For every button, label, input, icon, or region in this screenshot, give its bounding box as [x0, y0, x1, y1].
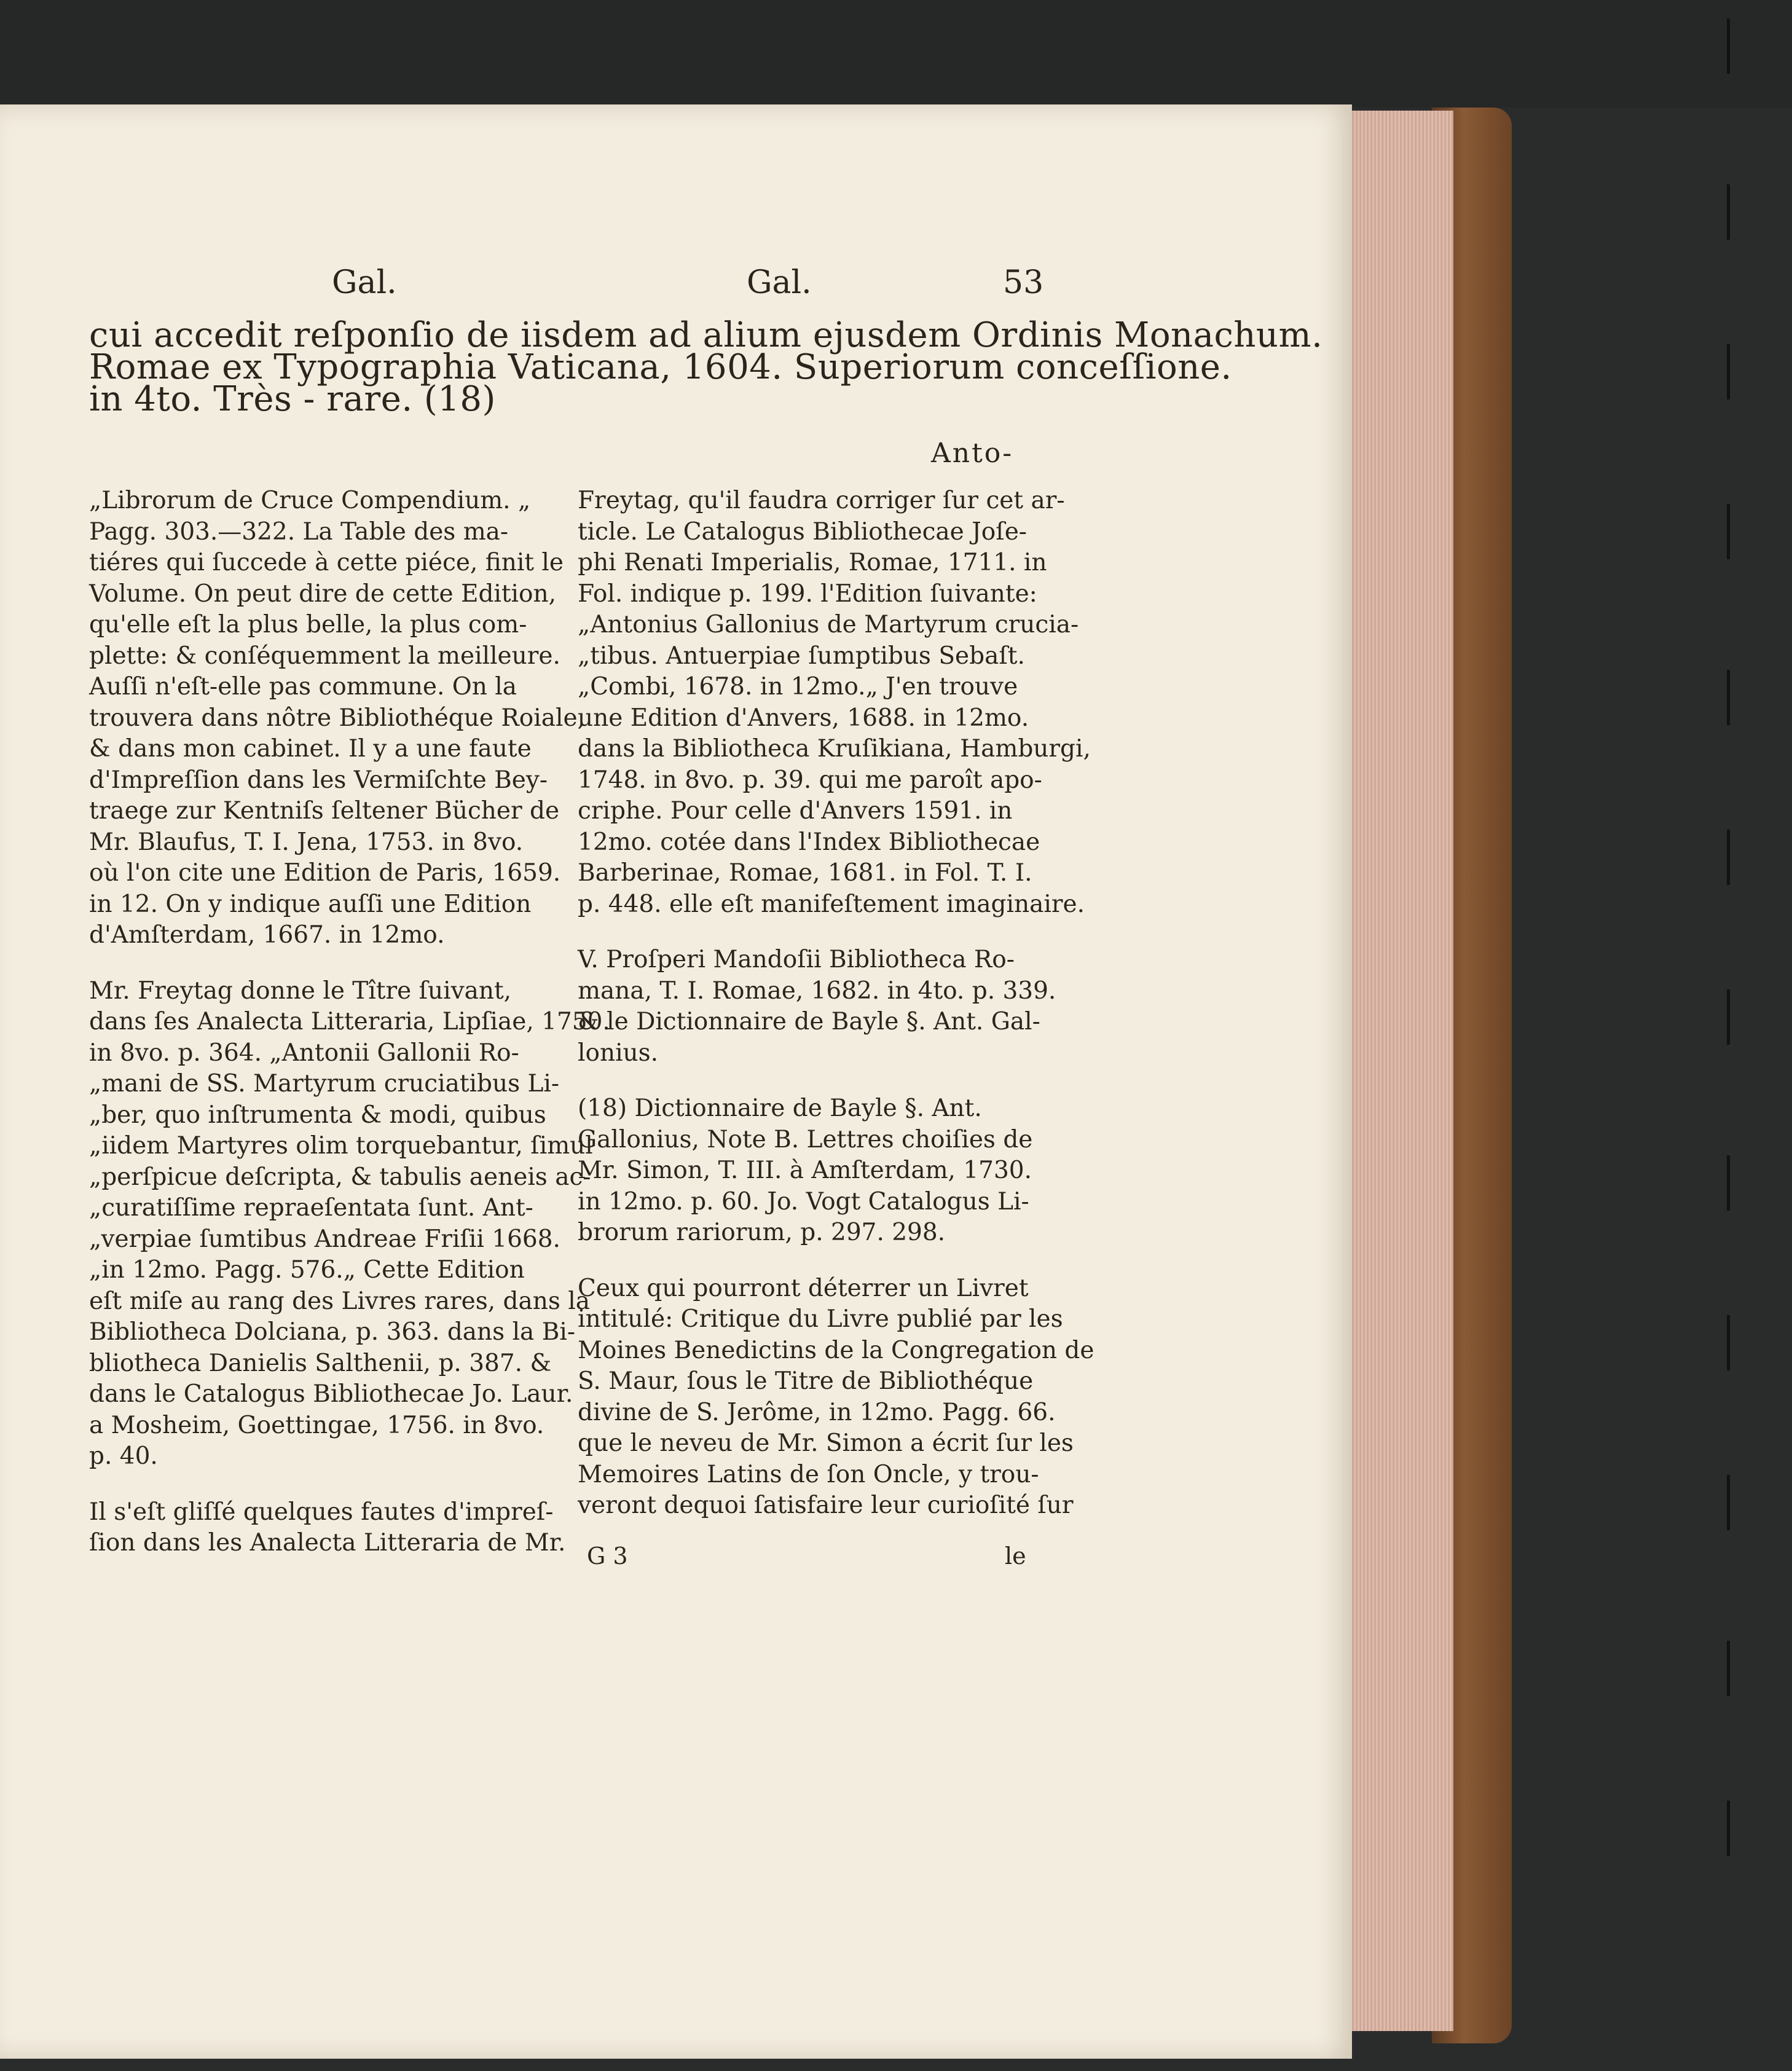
margin-mark — [1727, 830, 1730, 885]
text-line: intitulé: Critique du Livre publié par les — [578, 1305, 1063, 1333]
margin-mark — [1727, 670, 1730, 725]
paragraph-gap — [578, 1249, 1036, 1273]
text-line: in 12mo. p. 60. Jo. Vogt Catalogus Li- — [578, 1187, 1029, 1216]
text-line: Il s'eſt gliſſé quelques fautes d'impreſ- — [89, 1498, 554, 1526]
text-line: lonius. — [578, 1039, 659, 1067]
text-line: une Edition d'Anvers, 1688. in 12mo. — [578, 704, 1029, 732]
text-line: eſt miſe au rang des Livres rares, dans la — [89, 1287, 590, 1315]
text-line: Fol. indique p. 199. l'Edition ſuivante: — [578, 580, 1037, 608]
text-line: Auſſi n'eſt-elle pas commune. On la — [89, 673, 517, 701]
text-line: Memoires Latins de ſon Oncle, y trou- — [578, 1460, 1039, 1488]
text-line: trouvera dans nôtre Bibliothéque Roiale, — [89, 704, 585, 732]
page-block-edges — [1346, 111, 1453, 2031]
text-line: criphe. Pour celle d'Anvers 1591. in — [578, 797, 1013, 825]
text-line: Moines Benedictins de la Congregation de — [578, 1336, 1094, 1364]
text-line: Mr. Simon, T. III. à Amſterdam, 1730. — [578, 1157, 1032, 1184]
text-line: „curatiſſime repraeſentata ſunt. Ant- — [89, 1194, 533, 1222]
paragraph-gap — [89, 951, 547, 976]
text-line: in 8vo. p. 364. „Antonii Gallonii Ro- — [89, 1039, 519, 1067]
text-line: dans le Catalogus Bibliothecae Jo. Laur. — [89, 1380, 573, 1408]
right-column — [578, 485, 1094, 1522]
text-line: in 12. On y indique auſſi une Edition — [89, 890, 532, 918]
lead-line: in 4to. Très - rare. (18) — [89, 379, 496, 419]
text-line: Barberinae, Romae, 1681. in Fol. T. I. — [578, 859, 1032, 887]
text-line: divine de S. Jerôme, in 12mo. Pagg. 66. — [578, 1398, 1056, 1426]
margin-mark — [1727, 184, 1730, 240]
text-line: Volume. On peut dire de cette Edition, — [89, 580, 557, 608]
text-line: ticle. Le Catalogus Bibliothecae Joſe- — [578, 517, 1027, 546]
text-line: 1748. in 8vo. p. 39. qui me paroît apo- — [578, 766, 1042, 794]
catchword-anto: Anto- — [931, 438, 1014, 469]
text-line: d'Impreſſion dans les Vermiſchte Bey- — [89, 766, 548, 794]
text-line: que le neveu de Mr. Simon a écrit ſur les — [578, 1429, 1074, 1457]
text-line: „Antonius Gallonius de Martyrum crucia- — [578, 611, 1079, 639]
lead-line: cui accedit reſponſio de iisdem ad alium ejusdem Ordinis Monachum. — [89, 315, 1323, 355]
text-line: (18) Dictionnaire de Bayle §. Ant. — [578, 1094, 982, 1122]
text-line: dans la Bibliotheca Kruſikiana, Hamburgi, — [578, 735, 1091, 763]
text-line: a Mosheim, Goettingae, 1756. in 8vo. — [89, 1411, 544, 1439]
text-line: & dans mon cabinet. Il y a une faute — [89, 735, 532, 763]
text-line: brorum rariorum, p. 297. 298. — [578, 1219, 946, 1246]
margin-mark — [1727, 1475, 1730, 1530]
text-line: bliotheca Danielis Salthenii, p. 387. & — [89, 1349, 552, 1377]
margin-mark — [1727, 1641, 1730, 1696]
text-line: veront dequoi ſatisfaire leur curioſité ſur — [578, 1491, 1074, 1519]
text-line: „Librorum de Cruce Compendium. „ — [89, 487, 531, 514]
left-column — [89, 485, 610, 1559]
catchword-bottom: le — [1005, 1542, 1026, 1570]
text-line: „verpiae ſumtibus Andreae Friſii 1668. — [89, 1225, 560, 1253]
text-line: „ber, quo inſtrumenta & modi, quibus — [89, 1101, 546, 1129]
text-line: Mr. Freytag donne le Tître ſuivant, — [89, 977, 512, 1005]
text-line: plette: & conſéquemment la meilleure. — [89, 642, 560, 670]
paragraph-gap — [89, 1472, 547, 1497]
text-line: p. 40. — [89, 1442, 158, 1470]
margin-mark — [1727, 1801, 1730, 1856]
text-line: „mani de SS. Martyrum cruciatibus Li- — [89, 1070, 560, 1098]
text-line: phi Renati Imperialis, Romae, 1711. in — [578, 549, 1047, 576]
margin-mark — [1727, 1155, 1730, 1211]
text-line: Freytag, qu'il faudra corriger ſur cet ar- — [578, 487, 1065, 514]
signature-mark: G 3 — [587, 1542, 628, 1570]
paragraph-gap — [578, 1069, 1036, 1093]
page-number: 53 — [1003, 264, 1044, 301]
text-line: & le Dictionnaire de Bayle §. Ant. Gal- — [578, 1008, 1040, 1036]
text-line: Gallonius, Note B. Lettres choiſies de — [578, 1125, 1033, 1153]
text-line: p. 448. elle eſt manifeſtement imaginaire. — [578, 890, 1085, 918]
paragraph-gap — [578, 920, 1036, 945]
text-line: „tibus. Antuerpiae ſumptibus Sebaſt. — [578, 642, 1025, 670]
margin-mark — [1727, 18, 1730, 74]
scanner-margin-marks — [1721, 0, 1792, 2071]
text-line: où l'on cite une Edition de Paris, 1659. — [89, 859, 561, 887]
running-head-center: Gal. — [747, 264, 812, 301]
text-line: 12mo. cotée dans l'Index Bibliothecae — [578, 828, 1040, 856]
text-line: V. Proſperi Mandoſii Bibliotheca Ro- — [578, 946, 1015, 973]
margin-mark — [1727, 504, 1730, 559]
lead-line: Romae ex Typographia Vaticana, 1604. Superiorum conceſſione. — [89, 347, 1232, 387]
lead-paragraph — [89, 315, 1323, 419]
text-line: S. Maur, ſous le Titre de Bibliothéque — [578, 1367, 1034, 1395]
text-line: mana, T. I. Romae, 1682. in 4to. p. 339. — [578, 977, 1056, 1005]
text-line: „iidem Martyres olim torquebantur, ſimul — [89, 1132, 593, 1160]
margin-mark — [1727, 344, 1730, 399]
text-line: d'Amſterdam, 1667. in 12mo. — [89, 921, 445, 949]
text-line: Ceux qui pourront déterrer un Livret — [578, 1274, 1029, 1302]
text-line: Pagg. 303.—322. La Table des ma- — [89, 517, 509, 546]
text-line: ſion dans les Analecta Litteraria de Mr. — [89, 1529, 566, 1557]
running-head-left: Gal. — [332, 264, 397, 301]
text-line: tiéres qui ſuccede à cette piéce, finit le — [89, 549, 564, 576]
text-line: „in 12mo. Pagg. 576.„ Cette Edition — [89, 1256, 525, 1284]
text-line: dans ſes Analecta Litteraria, Lipſiae, 1750. — [89, 1008, 610, 1036]
text-line: traege zur Kentniſs ſeltener Bücher de — [89, 797, 560, 825]
text-line: Bibliotheca Dolciana, p. 363. dans la Bi- — [89, 1318, 576, 1346]
margin-mark — [1727, 1315, 1730, 1370]
text-line: Mr. Blaufus, T. I. Jena, 1753. in 8vo. — [89, 828, 524, 856]
margin-mark — [1727, 989, 1730, 1045]
text-line: qu'elle eſt la plus belle, la plus com- — [89, 611, 527, 639]
scan-background — [0, 0, 1792, 108]
text-line: „Combi, 1678. in 12mo.„ J'en trouve — [578, 673, 1018, 701]
text-line: „perſpicue deſcripta, & tabulis aeneis ac- — [89, 1163, 591, 1191]
